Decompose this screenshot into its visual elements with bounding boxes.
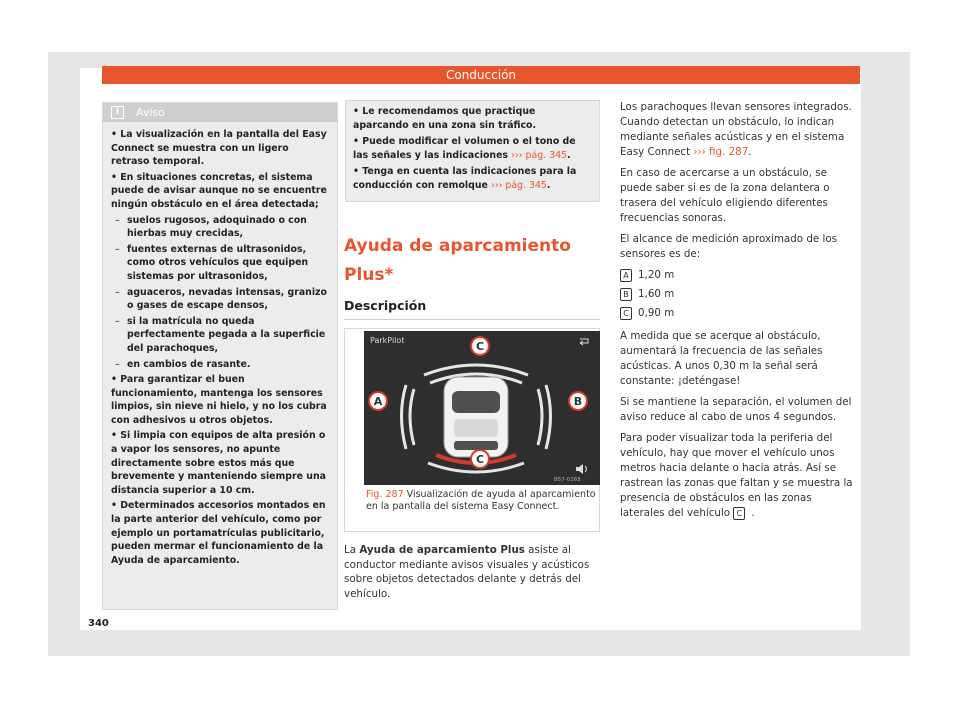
tip-text: • Puede modificar el volumen o el tono de las señales y las indicaciones — [353, 136, 576, 161]
svg-text:B: B — [573, 395, 583, 408]
tip-item: • Puede modificar el volumen o el tono de las señales y las indicaciones ››› pág. 345. — [353, 136, 576, 161]
paragraph: Para poder visualizar toda la periferia del vehículo, hay que mover el vehículo unos metros hacia delante o hacia atrás. Así se rastrean las zonas que faltan y se muestra la presencia de obstáculos en las zonas laterales del vehículo C . — [620, 432, 853, 519]
notice-bullet: • Si limpia con equipos de alta presión o a vapor los sensores, no apunte directamente sobre estos más que brevemente y manteniendo siempre una distancia superior a 10 cm. — [111, 430, 326, 496]
tip-text: • Tenga en cuenta las indicaciones para la conducción con remolque — [353, 166, 577, 191]
section-subtitle: Descripción — [344, 298, 427, 313]
label-a — [369, 392, 387, 410]
info-icon: i — [111, 106, 124, 119]
measurement-value: 1,20 m — [638, 269, 675, 281]
page-number: 340 — [88, 618, 109, 629]
measurement-item — [620, 268, 856, 283]
page-ref-link[interactable]: ››› pág. 345 — [491, 179, 547, 191]
paragraph: Los parachoques llevan sensores integrados. Cuando detectan un obstáculo, lo indican mediante señales acústicas y en el sistema Easy Connect ››› fig. 287. — [620, 101, 852, 158]
figure-code: B57-0268 — [554, 477, 581, 483]
svg-text:A: A — [373, 395, 383, 408]
measurement-badge: C — [620, 307, 632, 320]
intro-text: asiste al conductor mediante avisos visuales y acústicos sobre objetos detectados delante y detrás del vehículo. — [344, 544, 590, 600]
svg-text:C: C — [475, 453, 485, 466]
measurement-badge: A — [620, 269, 632, 282]
section-title: Ayuda de aparcamiento Plus* — [344, 236, 571, 285]
figure-caption-text: Visualización de ayuda al aparcamiento en la pantalla del sistema Easy Connect. — [366, 489, 596, 512]
paragraph: En caso de acercarse a un obstáculo, se puede saber si es de la zona delantera o trasera del vehículo eligiendo diferentes frecuencias sonoras. — [620, 167, 830, 224]
car-icon — [444, 377, 508, 457]
label-b — [569, 392, 587, 410]
intro-bold: Ayuda de aparcamiento Plus — [359, 544, 525, 556]
notice-bullet: • Para garantizar el buen funcionamiento, mantenga los sensores limpios, sin nieve ni hielo, y no los cubra con adhesivos u otros objetos. — [111, 374, 327, 426]
notice-title: Aviso — [136, 106, 165, 119]
intro-paragraph — [344, 543, 600, 601]
measurement-item — [620, 287, 856, 302]
chapter-header: Conducción — [102, 66, 860, 84]
parkpilot-illustration — [364, 331, 600, 485]
notice-bullet: • En situaciones concretas, el sistema puede de avisar aunque no se encuentre ningún obstáculo en el área detectada; — [111, 171, 327, 210]
paragraph: El alcance de medición aproximado de los sensores es de: — [620, 233, 838, 260]
svg-text:C: C — [475, 340, 485, 353]
description-column — [620, 100, 856, 527]
measurement-item — [620, 306, 856, 321]
intro-text: La — [344, 544, 360, 556]
subtitle-divider — [344, 319, 600, 320]
figure-label: Fig. 287 — [366, 489, 404, 500]
figure-ref-link[interactable]: ››› fig. 287 — [693, 146, 749, 158]
page-bottom-strip — [80, 630, 861, 638]
notice-subitem: – en cambios de rasante. — [111, 358, 329, 372]
notice-bullet: • La visualización en la pantalla del Easy Connect se muestra con un ligero retraso temporal. — [111, 129, 327, 168]
screen-title: ParkPilot — [370, 336, 405, 345]
notice-subitem: – suelos rugosos, adoquinado o con hierbas muy crecidas, — [111, 214, 329, 241]
inline-badge-c: C — [733, 507, 745, 520]
figure-caption — [366, 489, 598, 512]
label-c-top — [471, 337, 489, 355]
notice-body — [103, 122, 337, 567]
paragraph: Si se mantiene la separación, el volumen del aviso reduce al cabo de unos 4 segundos. — [620, 396, 852, 423]
measurement-value: 1,60 m — [638, 288, 675, 300]
tip-item: • Le recomendamos que practique aparcando en una zona sin tráfico. — [353, 106, 537, 131]
notice-subitem: – fuentes externas de ultrasonidos, como otros vehículos que equipen sistemas por ultrasonidos, — [111, 243, 329, 284]
parkpilot-screen — [364, 331, 600, 485]
page-ref-link[interactable]: ››› pág. 345 — [511, 149, 568, 161]
measurement-value: 0,90 m — [638, 307, 675, 319]
notice-bullet: • Determinados accesorios montados en la parte anterior del vehículo, como por ejemplo un portamatrículas publicitario, pueden mermar el funcionamiento de la Ayuda de aparcamiento. — [111, 500, 326, 566]
tips-box — [345, 100, 600, 202]
paragraph: A medida que se acerque al obstáculo, aumentará la frecuencia de las señales acústicas. A unos 0,30 m la señal será constante: ¡deténgase! — [620, 330, 823, 387]
tip-item: • Tenga en cuenta las indicaciones para la conducción con remolque ››› pág. 345. — [353, 166, 577, 191]
label-c-bottom — [471, 450, 489, 468]
notice-header — [103, 103, 337, 122]
measurement-badge: B — [620, 288, 632, 301]
notice-box — [102, 102, 338, 610]
notice-subitem: – aguaceros, nevadas intensas, granizo o gases de escape densos, — [111, 286, 329, 313]
notice-subitem: – si la matrícula no queda perfectamente pegada a la superficie del parachoques, — [111, 315, 329, 356]
